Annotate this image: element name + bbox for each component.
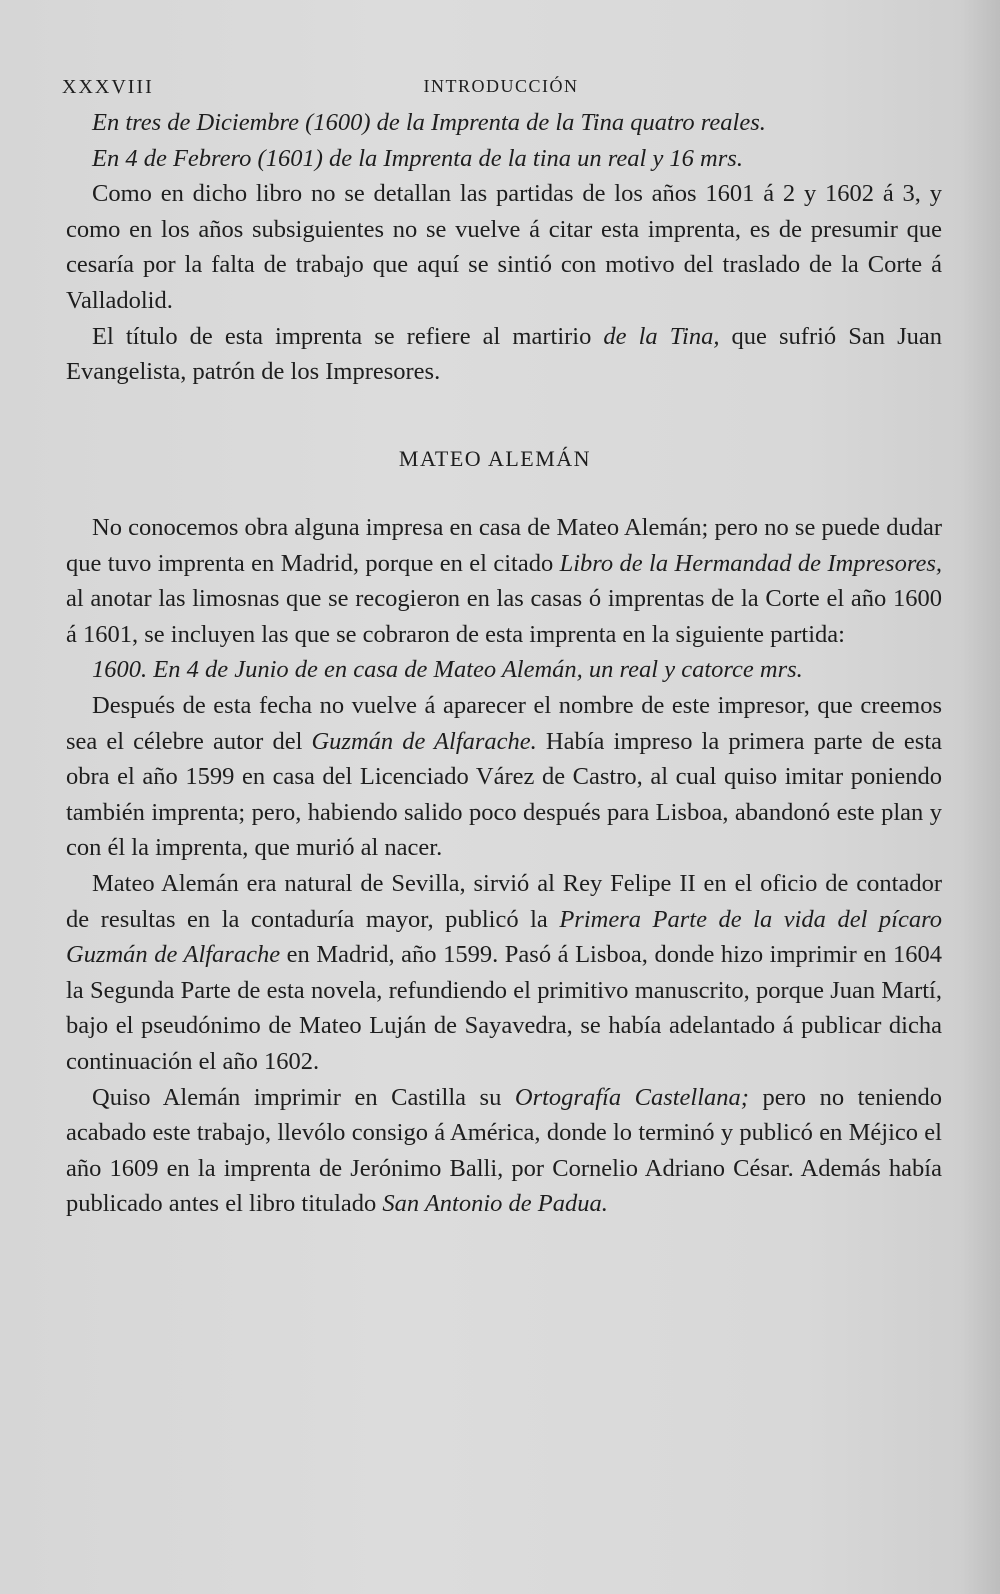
paragraph-title-origin: El título de esta imprenta se refiere al martirio de la Tina, que sufrió San Juan Evangelista, patrón de los Impresores. <box>66 322 942 386</box>
entry-december-1600: En tres de Diciembre (1600) de la Imprenta de la Tina quatro reales. <box>92 109 766 136</box>
page-header <box>62 76 940 106</box>
entry-june-1600: 1600. En 4 de Junio de en casa de Mateo Alemán, un real y catorce mrs. <box>92 656 803 684</box>
italic-ortografia: Ortografía Castellana; <box>514 1083 749 1111</box>
italic-san-antonio: San Antonio de Padua. <box>382 1190 608 1218</box>
text-block-mateo-aleman <box>66 510 942 1222</box>
italic-primera-parte: Primera Parte de la vida del pícaro Guzmán de Alfarache <box>66 905 942 969</box>
text-block-printing-house <box>66 105 942 390</box>
italic-guzman: Guzmán de Alfarache. <box>311 727 537 755</box>
entry-february-1601: En 4 de Febrero (1601) de la Imprenta de la tina un real y 16 mrs. <box>92 144 743 172</box>
running-title: INTRODUCCIÓN <box>423 76 579 96</box>
paragraph-after-date: Después de esta fecha no vuelve á aparecer el nombre de este impresor, que creemos sea el célebre autor del Guzmán de Alfarache. Había impreso la primera parte de esta obra el año 1599 en casa del Licenciado Várez de Castro, al cual quiso imitar poniendo también imprenta; pero, habiendo salido poco después para Lisboa, abandonó este plan y con él la imprenta, que murió al nacer. <box>66 691 943 862</box>
page-number: XXXVIII <box>62 76 154 98</box>
paragraph-no-known-work: No conocemos obra alguna impresa en casa de Mateo Alemán; pero no se puede dudar que tuvo imprenta en Madrid, porque en el citado Libro de la Hermandad de Impresores, al anotar las limosnas que se recogieron en las casas ó imprentas de la Corte el año 1600 á 1601, se incluyen las que se cobraron de esta imprenta en la siguiente partida: <box>66 514 942 648</box>
paragraph-biography: Mateo Alemán era natural de Sevilla, sirvió al Rey Felipe II en el oficio de contador de resultas en la contaduría mayor, publicó la Primera Parte de la vida del pícaro Guzmán de Alfarache en Madrid, año 1599. Pasó á Lisboa, donde hizo imprimir en 1604 la Segunda Parte de esta novela, refundiendo el primitivo manuscrito, porque Juan Martí, bajo el pseudónimo de Mateo Luján de Sayavedra, se había adelantado á publicar dicha continuación el año 1602. <box>66 869 943 1075</box>
italic-libro-hermandad: Libro de la Hermandad de Impresores, <box>559 549 942 577</box>
section-heading: MATEO ALEMÁN <box>398 446 592 471</box>
paragraph-closure: Como en dicho libro no se detallan las partidas de los años 1601 á 2 y 1602 á 3, y como en los años subsiguientes no se vuelve á citar esta imprenta, es de presumir que cesaría por la falta de trabajo que aquí se sintió con motivo del traslado de la Corte á Valladolid. <box>66 180 942 314</box>
italic-de-la-tina: de la Tina, <box>603 322 720 350</box>
paragraph-ortografia: Quiso Alemán imprimir en Castilla su Ortografía Castellana; pero no teniendo acabado este trabajo, llevólo consigo á América, donde lo terminó y publicó en Méjico el año 1609 en la imprenta de Jerónimo Balli, por Cornelio Adriano César. Además había publicado antes el libro titulado San Antonio de Padua. <box>66 1083 942 1218</box>
